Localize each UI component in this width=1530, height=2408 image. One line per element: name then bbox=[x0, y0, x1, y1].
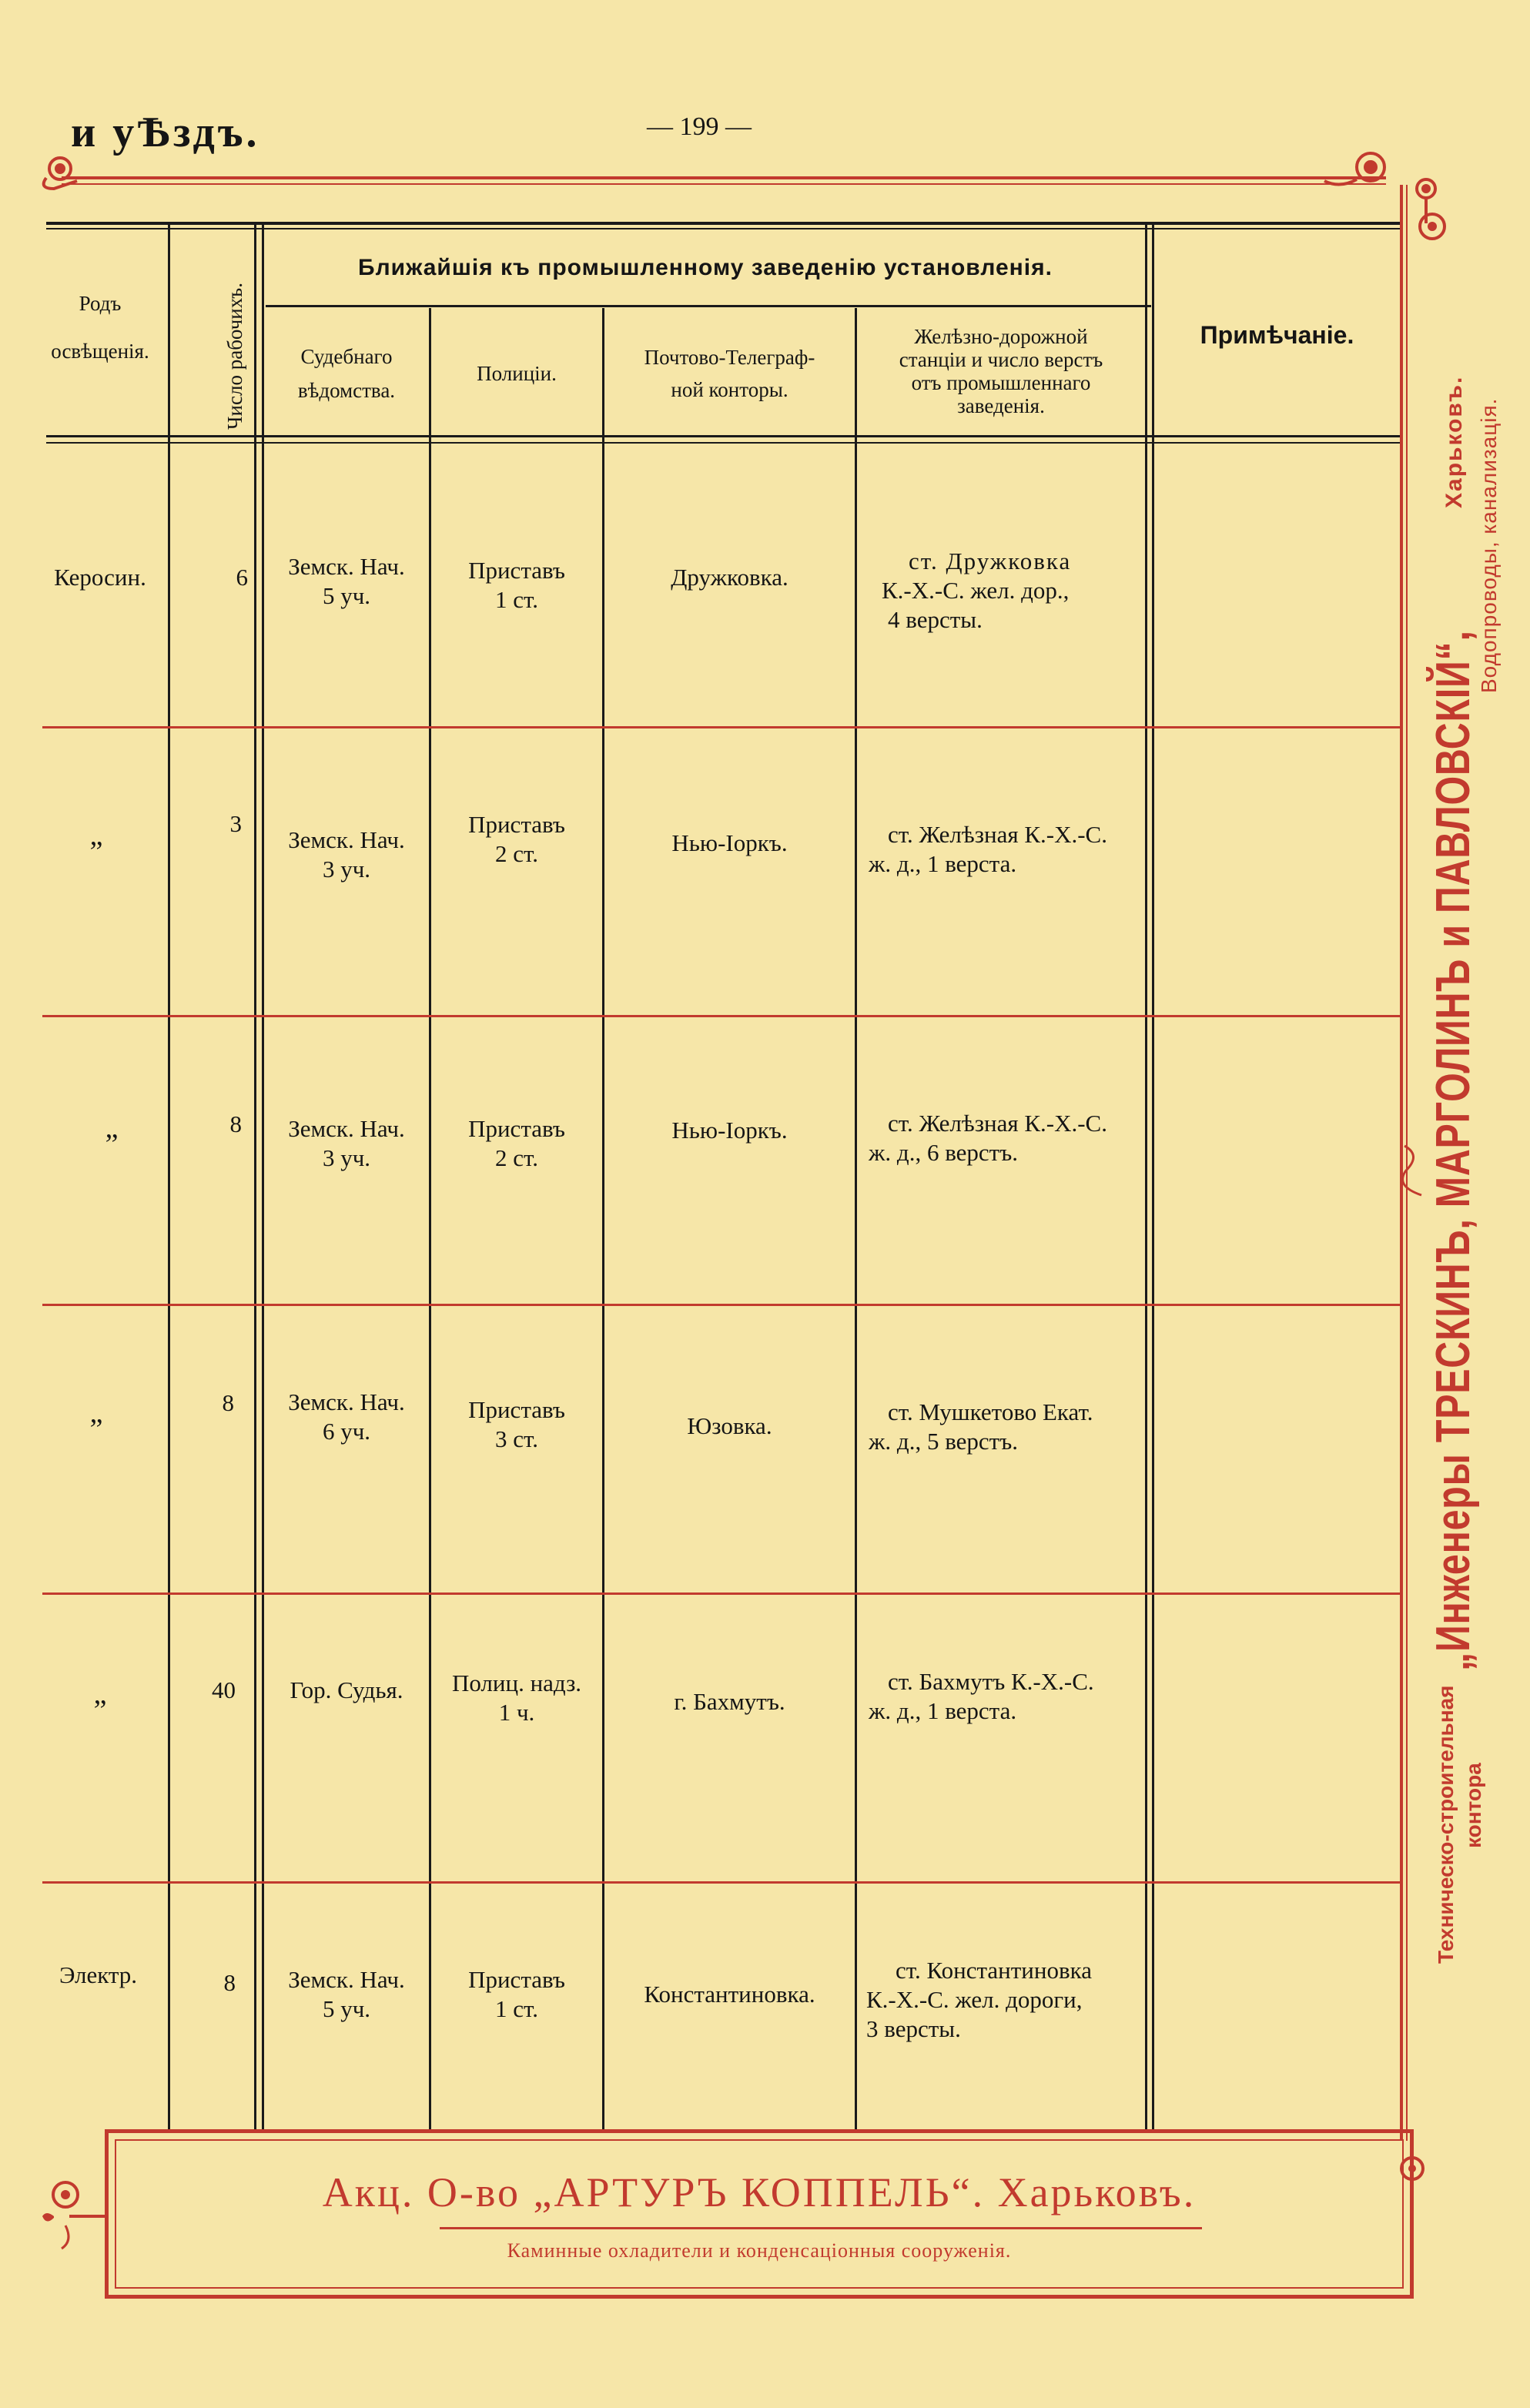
cell-court-line2: 5 уч. bbox=[322, 1995, 371, 2022]
col-header-workers bbox=[171, 231, 254, 435]
cell-lighting: „ bbox=[93, 1678, 107, 1710]
cell-court bbox=[264, 1109, 429, 1178]
bottom-left-flourish-icon bbox=[39, 2156, 116, 2264]
cell-court-line1: Земск. Нач. bbox=[288, 553, 405, 580]
cell-railway-line2: К.-Х.-С. жел. дор., bbox=[882, 577, 1070, 604]
cell-lighting: „ bbox=[89, 1397, 103, 1429]
cell-police-line1: Приставъ bbox=[468, 811, 565, 838]
bottom-ad-title: Акц. О-во „АРТУРЪ КОППЕЛЬ“. Харьковъ. bbox=[322, 2169, 1197, 2215]
cell-workers: 3 bbox=[229, 810, 242, 837]
cell-railway-line3: 4 версты. bbox=[888, 606, 983, 633]
cell-railway bbox=[869, 1667, 1146, 1737]
col-divider-1 bbox=[168, 223, 170, 2133]
cell-post: Дружковка. bbox=[671, 564, 788, 591]
cell-police bbox=[431, 1960, 602, 2029]
col-header-court bbox=[264, 316, 429, 431]
col-header-court-line2: вѣдомства. bbox=[297, 379, 396, 402]
bottom-ad-subtitle: Каминные охладители и конденсаціонныя сооруженія. bbox=[507, 2239, 1012, 2262]
cell-railway bbox=[869, 1109, 1146, 1178]
header-bottom-rule-2 bbox=[46, 442, 1400, 444]
cell-court-line1: Земск. Нач. bbox=[288, 1966, 405, 1993]
cell-lighting: „ bbox=[105, 1112, 119, 1144]
cell-police-line1: Приставъ bbox=[468, 1966, 565, 1993]
cell-railway-line1: ст. Желѣзная К.-Х.-С. bbox=[888, 1110, 1107, 1137]
col-divider-6b bbox=[1152, 223, 1154, 2133]
cell-post: г. Бахмутъ. bbox=[674, 1688, 785, 1715]
side-ad-city: Харьковъ. bbox=[1441, 375, 1467, 508]
cell-railway-line3: 3 версты. bbox=[866, 2015, 961, 2042]
side-advertisement bbox=[1411, 169, 1526, 1971]
cell-railway-line1: ст. Бахмутъ К.-Х.-С. bbox=[888, 1668, 1094, 1695]
row-separator bbox=[42, 1592, 1400, 1595]
row-separator bbox=[42, 726, 1400, 728]
cell-post: Нью-Іоркъ. bbox=[671, 1117, 788, 1144]
cell-police bbox=[431, 1390, 602, 1459]
side-ad-services: Водопроводы, канализація. bbox=[1477, 397, 1501, 693]
page-number: — 199 — bbox=[647, 112, 752, 141]
col-header-police: Полиціи. bbox=[477, 362, 557, 385]
left-scroll-ornament-icon bbox=[44, 158, 77, 189]
row-separator bbox=[42, 1304, 1400, 1306]
cell-railway-line2: ж. д., 1 верста. bbox=[869, 850, 1017, 877]
cell-police-line1: Приставъ bbox=[468, 1396, 565, 1423]
cell-railway-line1: ст. Желѣзная К.-Х.-С. bbox=[888, 821, 1107, 848]
cell-court-line2: 3 уч. bbox=[322, 856, 371, 882]
top-ornament-rule bbox=[31, 142, 1455, 227]
cell-railway-line1: ст. Мушкетово Екат. bbox=[888, 1398, 1093, 1425]
side-ad-office: контора bbox=[1461, 1763, 1485, 1848]
cell-lighting: Керосин. bbox=[54, 564, 146, 591]
cell-court-line2: 5 уч. bbox=[322, 582, 371, 609]
cell-court-line1: Земск. Нач. bbox=[288, 1388, 405, 1415]
col-header-court-line1: Судебнаго bbox=[300, 345, 393, 368]
cell-workers: 8 bbox=[223, 1969, 236, 1996]
col-header-post-line2: ной конторы. bbox=[671, 378, 788, 401]
col-divider-6 bbox=[1145, 223, 1147, 2133]
cell-police-line1: Полиц. надз. bbox=[451, 1670, 582, 1696]
cell-police-line1: Приставъ bbox=[468, 557, 565, 584]
col-header-notes: Примѣчаніе. bbox=[1200, 321, 1354, 349]
col-header-railway-line4: заведенія. bbox=[957, 394, 1045, 417]
cell-police bbox=[431, 551, 602, 620]
cell-lighting: „ bbox=[89, 819, 103, 852]
col-divider-2b bbox=[262, 223, 264, 2133]
cell-court-line1: Гор. Судья. bbox=[290, 1676, 403, 1703]
col-divider-2 bbox=[254, 223, 256, 2133]
side-ad-kind: Техническо-строительная bbox=[1434, 1685, 1458, 1964]
side-ad-firm: „Инженеры ТРЕСКИНЪ, МАРГОЛИНЪ и ПАВЛОВСКІЙ“, bbox=[1427, 630, 1480, 1671]
cell-police bbox=[431, 1109, 602, 1178]
cell-police-line2: 1 ч. bbox=[498, 1699, 535, 1726]
cell-workers: 40 bbox=[212, 1676, 236, 1703]
bottom-advertisement bbox=[105, 2129, 1414, 2299]
cell-post: Константиновка. bbox=[644, 1981, 815, 2008]
cell-railway-line2: ж. д., 6 верстъ. bbox=[869, 1139, 1018, 1166]
cell-police-line2: 3 ст. bbox=[495, 1425, 538, 1452]
bottom-right-scroll-icon bbox=[1392, 2148, 1438, 2195]
table-top-rule-2 bbox=[46, 228, 1400, 229]
cell-police-line2: 2 ст. bbox=[495, 840, 538, 867]
table-top-rule bbox=[46, 222, 1400, 225]
cell-railway-line2: ж. д., 5 верстъ. bbox=[869, 1428, 1018, 1455]
col-header-railway bbox=[857, 310, 1145, 433]
header-bottom-rule bbox=[46, 435, 1400, 437]
cell-court-line1: Земск. Нач. bbox=[288, 826, 405, 853]
cell-court bbox=[264, 547, 429, 616]
cell-railway bbox=[866, 1956, 1147, 2048]
cell-railway-line2: К.-Х.-С. жел. дороги, bbox=[866, 1986, 1083, 2013]
cell-workers: 8 bbox=[229, 1110, 242, 1137]
cell-workers: 8 bbox=[222, 1389, 234, 1416]
col-header-lighting-line1: Родъ bbox=[79, 292, 122, 315]
cell-workers: 6 bbox=[236, 564, 248, 591]
col-header-workers-text: Число рабочихъ. bbox=[223, 283, 246, 430]
group-header-rule bbox=[266, 305, 1151, 307]
cell-lighting: Электр. bbox=[59, 1961, 138, 1988]
col-header-lighting-line2: освѣщенія. bbox=[51, 340, 149, 363]
section-title: и уѢздъ. bbox=[71, 109, 260, 156]
col-header-railway-line3: отъ промышленнаго bbox=[911, 371, 1091, 394]
col-divider-5 bbox=[855, 308, 857, 2133]
cell-court bbox=[264, 1960, 429, 2029]
col-header-railway-line1: Желѣзно-дорожной bbox=[914, 325, 1088, 348]
cell-post: Нью-Іоркъ. bbox=[671, 829, 788, 856]
cell-court bbox=[264, 1382, 429, 1452]
row-separator bbox=[42, 1881, 1400, 1884]
col-header-railway-line2: станціи и число верстъ bbox=[899, 348, 1103, 371]
col-header-lighting bbox=[31, 254, 169, 400]
cell-police bbox=[431, 1663, 602, 1733]
cell-police-line2: 1 ст. bbox=[495, 1995, 538, 2022]
cell-railway-line2: ж. д., 1 верста. bbox=[869, 1697, 1017, 1724]
cell-police-line2: 1 ст. bbox=[495, 586, 538, 613]
col-header-post bbox=[604, 316, 855, 431]
cell-post: Юзовка. bbox=[687, 1412, 772, 1439]
cell-court-line1: Земск. Нач. bbox=[288, 1115, 405, 1142]
col-header-nearest-group: Ближайшія къ промышленному заведенію установленія. bbox=[358, 254, 1053, 280]
cell-court-line2: 3 уч. bbox=[322, 1144, 371, 1171]
cell-railway bbox=[882, 547, 1143, 639]
cell-railway bbox=[869, 820, 1146, 889]
cell-police-line2: 2 ст. bbox=[495, 1144, 538, 1171]
cell-court-line2: 6 уч. bbox=[322, 1418, 371, 1445]
row-separator bbox=[42, 1015, 1400, 1017]
cell-police bbox=[431, 805, 602, 874]
cell-court bbox=[264, 820, 429, 889]
cell-police-line1: Приставъ bbox=[468, 1115, 565, 1142]
cell-court bbox=[264, 1667, 429, 1713]
bottom-ad-underline bbox=[440, 2227, 1202, 2229]
cell-railway-line1: ст. Константиновка bbox=[896, 1957, 1092, 1984]
col-header-post-line1: Почтово-Телеграф- bbox=[644, 346, 815, 369]
cell-railway-line1: ст. Дружковка bbox=[909, 548, 1072, 574]
cell-railway bbox=[869, 1398, 1146, 1467]
